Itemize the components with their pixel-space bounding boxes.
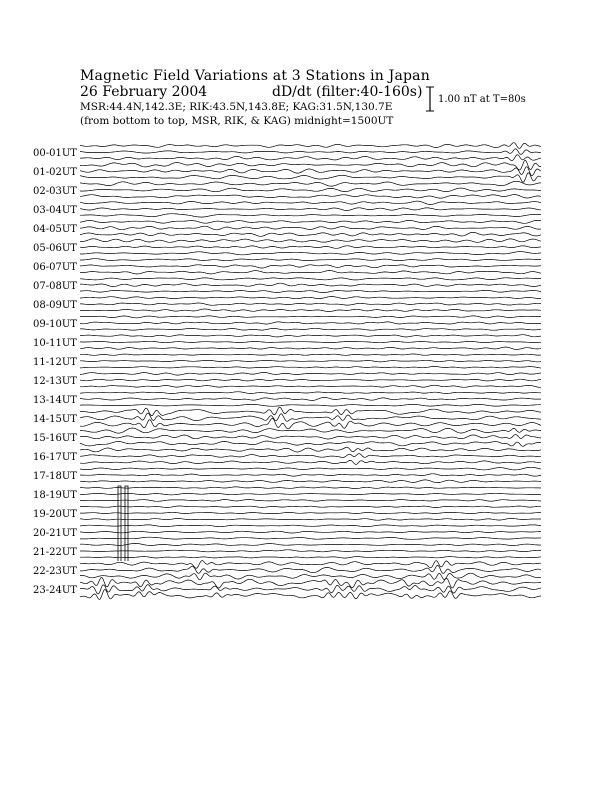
trace-rik xyxy=(80,208,541,211)
trace-msr xyxy=(80,441,541,446)
hour-label: 17-18UT xyxy=(33,471,77,482)
trace-msr xyxy=(80,195,541,199)
trace-msr xyxy=(80,214,541,217)
trace-msr xyxy=(80,518,541,520)
trace-rik xyxy=(80,531,541,533)
trace-kag xyxy=(80,297,541,299)
traces xyxy=(80,143,541,600)
trace-kag xyxy=(80,578,541,588)
trace-kag xyxy=(80,316,541,318)
hour-label: 06-07UT xyxy=(33,262,77,273)
trace-kag xyxy=(80,447,541,452)
hour-label: 11-12UT xyxy=(33,357,77,368)
trace-msr xyxy=(80,404,541,406)
trace-rik xyxy=(80,283,541,286)
hour-label: 14-15UT xyxy=(33,414,77,425)
trace-msr xyxy=(80,173,541,182)
hour-label: 07-08UT xyxy=(33,281,77,292)
trace-msr xyxy=(80,557,541,559)
trace-kag xyxy=(80,561,541,569)
trace-kag xyxy=(80,259,541,261)
trace-kag xyxy=(80,239,541,243)
trace-kag xyxy=(80,160,541,170)
trace-msr xyxy=(80,573,541,580)
hour-label: 02-03UT xyxy=(33,186,77,197)
hour-label: 13-14UT xyxy=(33,395,77,406)
trace-kag xyxy=(80,525,541,527)
trace-rik xyxy=(80,341,541,342)
trace-kag xyxy=(80,392,541,394)
hour-label: 23-24UT xyxy=(33,585,77,596)
hour-label: 03-04UT xyxy=(33,205,77,216)
trace-msr xyxy=(80,232,541,236)
trace-msr xyxy=(80,309,541,312)
trace-msr xyxy=(80,480,541,483)
hour-label: 15-16UT xyxy=(33,433,77,444)
trace-msr xyxy=(80,290,541,292)
trace-rik xyxy=(80,246,541,249)
scale-bar-label: 1.00 nT at T=80s xyxy=(438,94,526,105)
trace-rik xyxy=(80,188,541,192)
trace-rik xyxy=(80,435,541,439)
trace-msr xyxy=(80,385,541,387)
trace-msr xyxy=(80,328,541,330)
trace-rik xyxy=(80,454,541,458)
trace-kag xyxy=(80,335,541,337)
trace-msr xyxy=(80,347,541,349)
trace-rik xyxy=(80,265,541,268)
trace-msr xyxy=(80,366,541,368)
station-order-note: (from bottom to top, MSR, RIK, & KAG) midnight=1500UT xyxy=(80,115,394,127)
hour-label: 20-21UT xyxy=(33,528,77,539)
trace-rik xyxy=(80,493,541,495)
hour-label: 18-19UT xyxy=(33,490,77,501)
chart-component: dD/dt (filter:40-160s) xyxy=(272,84,423,100)
hour-labels xyxy=(33,148,77,596)
trace-msr xyxy=(80,537,541,539)
hour-label: 12-13UT xyxy=(33,376,77,387)
trace-kag xyxy=(80,428,541,433)
hour-label: 09-10UT xyxy=(33,319,77,330)
hour-label: 19-20UT xyxy=(33,509,77,520)
trace-kag xyxy=(80,506,541,508)
station-coordinates: MSR:44.4N,142.3E; RIK:43.5N,143.8E; KAG:31.5N,130.7E xyxy=(80,101,393,113)
hour-label: 00-01UT xyxy=(33,148,77,159)
trace-rik xyxy=(80,397,541,400)
spike-event xyxy=(125,486,128,561)
hour-label: 10-11UT xyxy=(33,338,77,349)
trace-kag xyxy=(80,201,541,204)
hour-label: 01-02UT xyxy=(33,167,77,178)
trace-rik xyxy=(80,585,541,594)
trace-msr xyxy=(80,589,541,599)
trace-rik xyxy=(80,565,541,573)
trace-msr xyxy=(80,155,541,161)
hour-label: 21-22UT xyxy=(33,547,77,558)
hour-label: 22-23UT xyxy=(33,566,77,577)
scale-bar xyxy=(426,87,434,111)
trace-kag xyxy=(80,278,541,280)
trace-rik xyxy=(80,226,541,230)
trace-msr xyxy=(80,500,541,502)
trace-kag xyxy=(80,143,541,149)
hour-label: 08-09UT xyxy=(33,300,77,311)
hour-label: 04-05UT xyxy=(33,224,77,235)
chart-title: Magnetic Field Variations at 3 Stations in Japan xyxy=(80,68,430,84)
trace-rik xyxy=(80,550,541,552)
trace-kag xyxy=(80,181,541,186)
chart-date: 26 February 2004 xyxy=(80,84,208,100)
trace-kag xyxy=(80,372,541,375)
trace-kag xyxy=(80,487,541,489)
trace-rik xyxy=(80,360,541,362)
trace-msr xyxy=(80,418,541,429)
hour-label: 16-17UT xyxy=(33,452,77,463)
trace-kag xyxy=(80,467,541,470)
trace-rik xyxy=(80,512,541,513)
trace-rik xyxy=(80,474,541,476)
trace-rik xyxy=(80,149,541,155)
trace-msr xyxy=(80,271,541,275)
trace-rik xyxy=(80,303,541,305)
hour-label: 05-06UT xyxy=(33,243,77,254)
trace-msr xyxy=(80,252,541,255)
trace-kag xyxy=(80,354,541,355)
trace-rik xyxy=(80,322,541,324)
trace-msr xyxy=(80,460,541,464)
trace-kag xyxy=(80,543,541,545)
spike-event xyxy=(118,486,121,561)
trace-rik xyxy=(80,167,541,176)
trace-kag xyxy=(80,220,541,223)
trace-rik xyxy=(80,379,541,381)
